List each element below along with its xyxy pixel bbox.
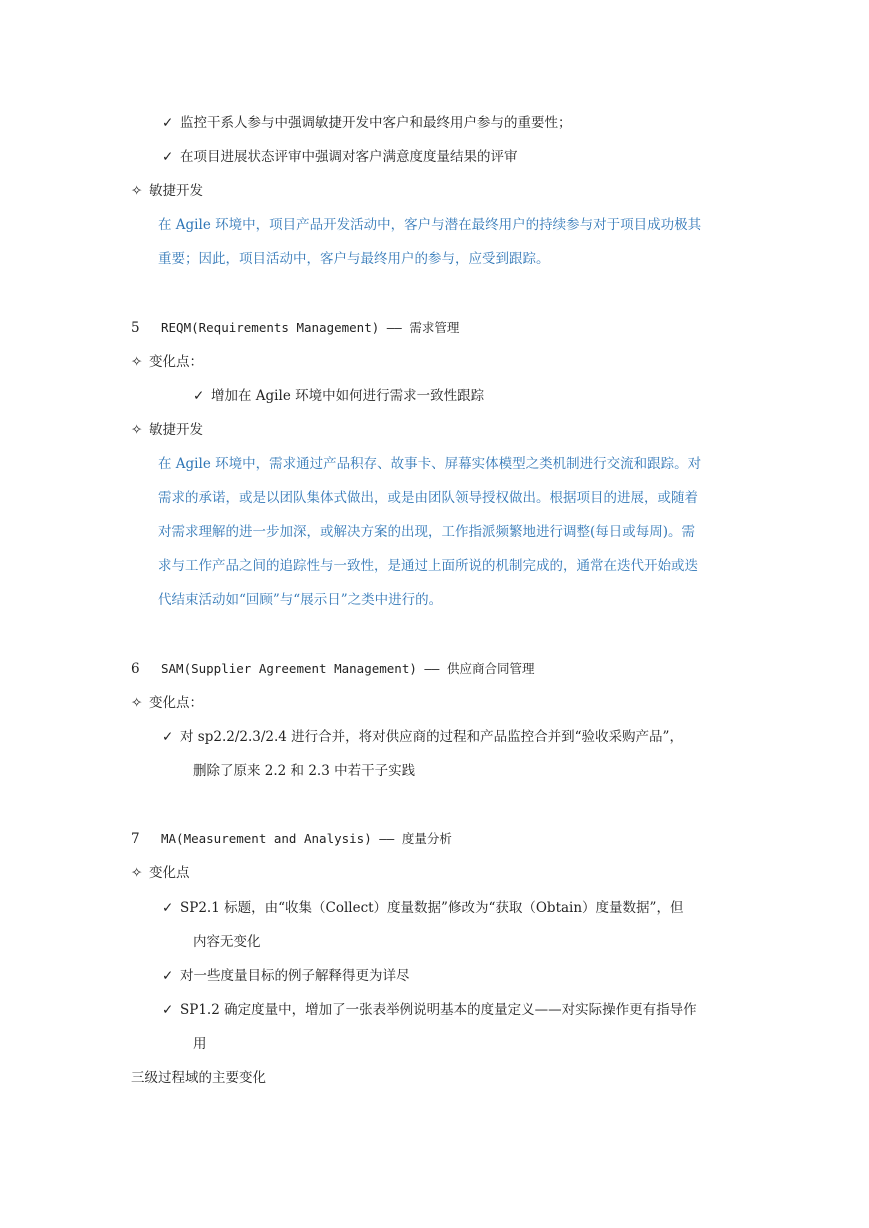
agile-paragraph-line: 代结束活动如“回顾”与“展示日”之类中进行的。 (158, 592, 443, 608)
check-item (162, 728, 683, 746)
section-title: SAM(Supplier Agreement Management) —— 供应商合同管理 (161, 661, 535, 676)
check-item-continuation: 用 (193, 1036, 207, 1052)
check-icon: ✓ (162, 1002, 174, 1018)
bullet-label: 变化点： (149, 695, 203, 711)
bullet-item-agile (131, 182, 203, 200)
diamond-icon: ✧ (131, 695, 143, 711)
check-item (162, 114, 572, 132)
check-item-text: 在项目进展状态评审中强调对客户满意度度量结果的评审 (180, 149, 518, 165)
check-item (162, 899, 683, 917)
bullet-label: 变化点： (149, 354, 203, 370)
check-item-text: 增加在 Agile 环境中如何进行需求一致性跟踪 (211, 388, 485, 404)
diamond-icon: ✧ (131, 422, 143, 438)
section-heading-ma (131, 830, 452, 848)
check-item-text: SP2.1 标题，由“收集（Collect）度量数据”修改为“获取（Obtain）度量数据”，但 (180, 900, 684, 916)
check-icon: ✓ (162, 729, 174, 745)
check-item (193, 387, 484, 405)
bullet-item-changes (131, 864, 190, 882)
diamond-icon: ✧ (131, 865, 143, 881)
check-item-continuation: 删除了原来 2.2 和 2.3 中若干子实践 (193, 763, 416, 779)
section-number: 7 (131, 831, 140, 847)
agile-paragraph-line: 需求的承诺，或是以团队集体式做出，或是由团队领导授权做出。根据项目的进展，或随着 (158, 490, 698, 506)
section-heading-level3: 三级过程域的主要变化 (131, 1070, 266, 1086)
agile-paragraph-line: 在 Agile 环境中，项目产品开发活动中，客户与潜在最终用户的持续参与对于项目成功极其 (158, 217, 702, 233)
agile-paragraph-line: 重要；因此，项目活动中，客户与最终用户的参与，应受到跟踪。 (158, 251, 550, 267)
check-item (162, 148, 518, 166)
section-number: 6 (131, 661, 140, 677)
section-number: 5 (131, 320, 140, 336)
check-item-text: SP1.2 确定度量中，增加了一张表举例说明基本的度量定义——对实际操作更有指导作 (180, 1002, 697, 1018)
agile-paragraph-line: 在 Agile 环境中，需求通过产品积存、故事卡、屏幕实体模型之类机制进行交流和跟踪。对 (158, 456, 702, 472)
section-heading-reqm (131, 319, 459, 337)
check-item-text: 对 sp2.2/2.3/2.4 进行合并，将对供应商的过程和产品监控合并到“验收采购产品”， (180, 729, 683, 745)
bullet-label: 敏捷开发 (149, 422, 203, 438)
diamond-icon: ✧ (131, 354, 143, 370)
check-item (162, 967, 410, 985)
bullet-item-changes (131, 353, 203, 371)
section-heading-sam (131, 660, 534, 678)
check-item (162, 1001, 697, 1019)
check-icon: ✓ (162, 149, 174, 165)
check-icon: ✓ (162, 968, 174, 984)
check-icon: ✓ (193, 388, 205, 404)
check-item-text: 对一些度量目标的例子解释得更为详尽 (180, 968, 410, 984)
check-icon: ✓ (162, 115, 174, 131)
bullet-label: 变化点 (149, 865, 190, 881)
agile-paragraph-line: 对需求理解的进一步加深，或解决方案的出现，工作指派频繁地进行调整(每日或每周)。需 (158, 524, 696, 540)
agile-paragraph-line: 求与工作产品之间的追踪性与一致性，是通过上面所说的机制完成的，通常在迭代开始或迭 (158, 558, 698, 574)
check-icon: ✓ (162, 900, 174, 916)
bullet-label: 敏捷开发 (149, 183, 203, 199)
section-title: REQM(Requirements Management) —— 需求管理 (161, 320, 460, 335)
bullet-item-changes (131, 694, 203, 712)
section-title: MA(Measurement and Analysis) —— 度量分析 (161, 831, 452, 846)
bullet-item-agile (131, 421, 203, 439)
check-item-text: 监控干系人参与中强调敏捷开发中客户和最终用户参与的重要性； (180, 115, 572, 131)
diamond-icon: ✧ (131, 183, 143, 199)
check-item-continuation: 内容无变化 (193, 934, 261, 950)
